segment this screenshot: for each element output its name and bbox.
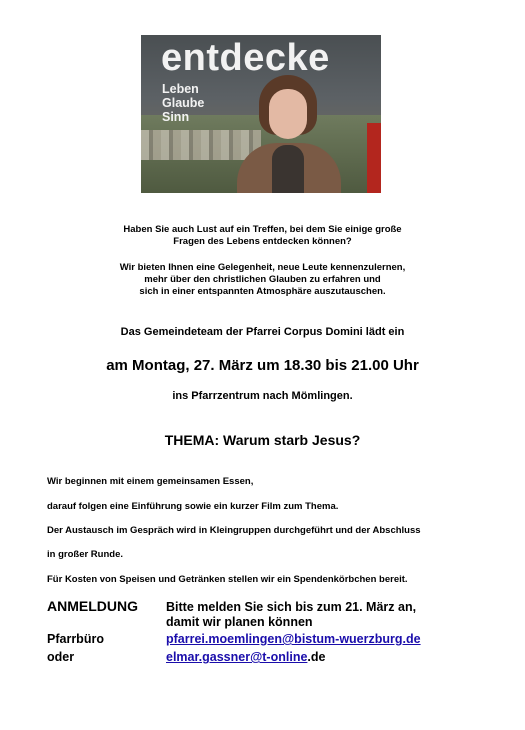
hero-person-face <box>269 89 307 139</box>
program-line-2: darauf folgen eine Einführung sowie ein kurzer Film zum Thema. <box>47 501 339 512</box>
alt-email <box>166 650 325 664</box>
alt-email-link[interactable]: elmar.gassner@t-online <box>166 650 308 664</box>
program-line-5: Für Kosten von Speisen und Getränken stellen wir ein Spendenkörbchen bereit. <box>47 574 408 585</box>
event-host: Das Gemeindeteam der Pfarrei Corpus Domini lädt ein <box>120 326 405 338</box>
event-date: am Montag, 27. März um 18.30 bis 21.00 Uhr <box>106 357 419 374</box>
event-place: ins Pfarrzentrum nach Mömlingen. <box>172 390 353 402</box>
event-theme: THEMA: Warum starb Jesus? <box>164 432 361 448</box>
hero-red-accent <box>367 123 381 193</box>
program-line-4: in großer Runde. <box>47 549 123 560</box>
hero-brand-title: entdecke <box>161 37 330 79</box>
program-line-3: Der Austausch im Gespräch wird in Kleingruppen durchgeführt und der Abschluss <box>47 525 421 536</box>
or-label: oder <box>47 650 75 664</box>
hero-image <box>141 35 381 193</box>
hero-person-shirt <box>272 145 304 193</box>
program-line-1: Wir beginnen mit einem gemeinsamen Essen, <box>47 476 254 487</box>
hero-tagline-1: Leben <box>162 82 199 96</box>
intro-line-3: Wir bieten Ihnen eine Gelegenheit, neue Leute kennenzulernen, <box>119 262 406 273</box>
hero-tagline-2: Glaube <box>162 96 205 110</box>
alt-email-suffix: .de <box>307 650 326 664</box>
hero-background-houses <box>141 130 261 160</box>
registration-label: ANMELDUNG <box>47 598 138 614</box>
office-label: Pfarrbüro <box>47 632 104 646</box>
registration-text-2: damit wir planen können <box>166 615 313 629</box>
intro-line-4: mehr über den christlichen Glauben zu erfahren und <box>144 274 381 285</box>
intro-line-1: Haben Sie auch Lust auf ein Treffen, bei dem Sie einige große <box>123 224 402 235</box>
registration-text-1: Bitte melden Sie sich bis zum 21. März an, <box>166 600 417 614</box>
intro-line-5: sich in einer entspannten Atmosphäre auszutauschen. <box>139 286 386 297</box>
office-email-link[interactable]: pfarrei.moemlingen@bistum-wuerzburg.de <box>166 632 421 646</box>
intro-line-2: Fragen des Lebens entdecken können? <box>173 236 352 247</box>
hero-tagline-3: Sinn <box>162 110 190 124</box>
